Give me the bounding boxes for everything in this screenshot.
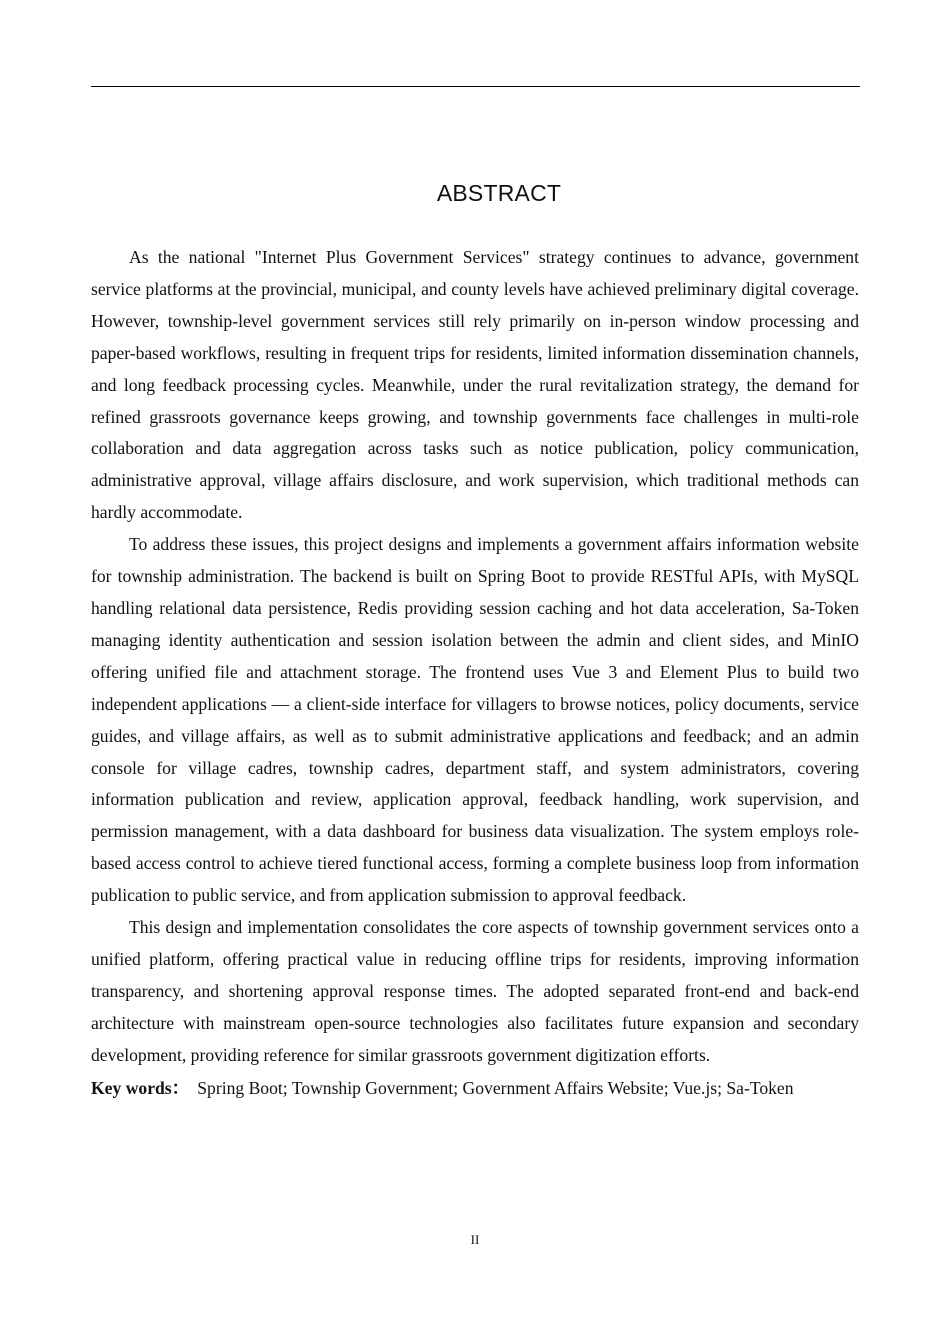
abstract-paragraph-2: To address these issues, this project designs and implements a government affairs information website for township administration. The backend is built on Spring Boot to provide RESTful APIs, with MySQL handling relational data persistence, Redis providing session caching and hot data acceleration, Sa-Token managing identity authentication and session isolation between the admin and client sides, and MinIO offering unified file and attachment storage. The frontend uses Vue 3 and Element Plus to build two independent applications — a client-side interface for villagers to browse notices, policy documents, service guides, and village affairs, as well as to submit administrative applications and feedback; and an admin console for village cadres, township cadres, department staff, and system administrators, covering information publication and review, application approval, feedback handling, work supervision, and permission management, with a data dashboard for business data visualization. The system employs role-based access control to achieve tiered functional access, forming a complete business loop from information publication to public service, and from application submission to approval feedback. xyxy=(91,534,859,906)
page-number: II xyxy=(470,1232,480,1247)
page-title: ABSTRACT xyxy=(436,180,562,206)
keywords-line xyxy=(91,1073,859,1105)
abstract-body xyxy=(91,242,859,1104)
keywords-label: Key words xyxy=(91,1077,172,1098)
keywords-value: Spring Boot; Township Government; Government Affairs Website; Vue.js; Sa-Token xyxy=(197,1077,794,1098)
keywords-separator: ： xyxy=(171,1077,190,1098)
abstract-paragraph-3: This design and implementation consolidates the core aspects of township government services onto a unified platform, offering practical value in reducing offline trips for residents, improving information transparency, and shortening approval response times. The adopted separated front-end and back-end architecture with mainstream open-source technologies also facilitates future expansion and secondary development, providing reference for similar grassroots government digitization efforts. xyxy=(91,917,859,1065)
abstract-paragraph-1: As the national "Internet Plus Government Services" strategy continues to advance, government service platforms at the provincial, municipal, and county levels have achieved preliminary digital coverage. However, township-level government services still rely primarily on in-person window processing and paper-based workflows, resulting in frequent trips for residents, limited information dissemination channels, and long feedback processing cycles. Meanwhile, under the rural revitalization strategy, the demand for refined grassroots governance keeps growing, and township governments face challenges in multi-role collaboration and data aggregation across tasks such as notice publication, policy communication, administrative approval, village affairs disclosure, and work supervision, which traditional methods can hardly accommodate. xyxy=(91,247,859,523)
header-rule xyxy=(91,86,860,87)
